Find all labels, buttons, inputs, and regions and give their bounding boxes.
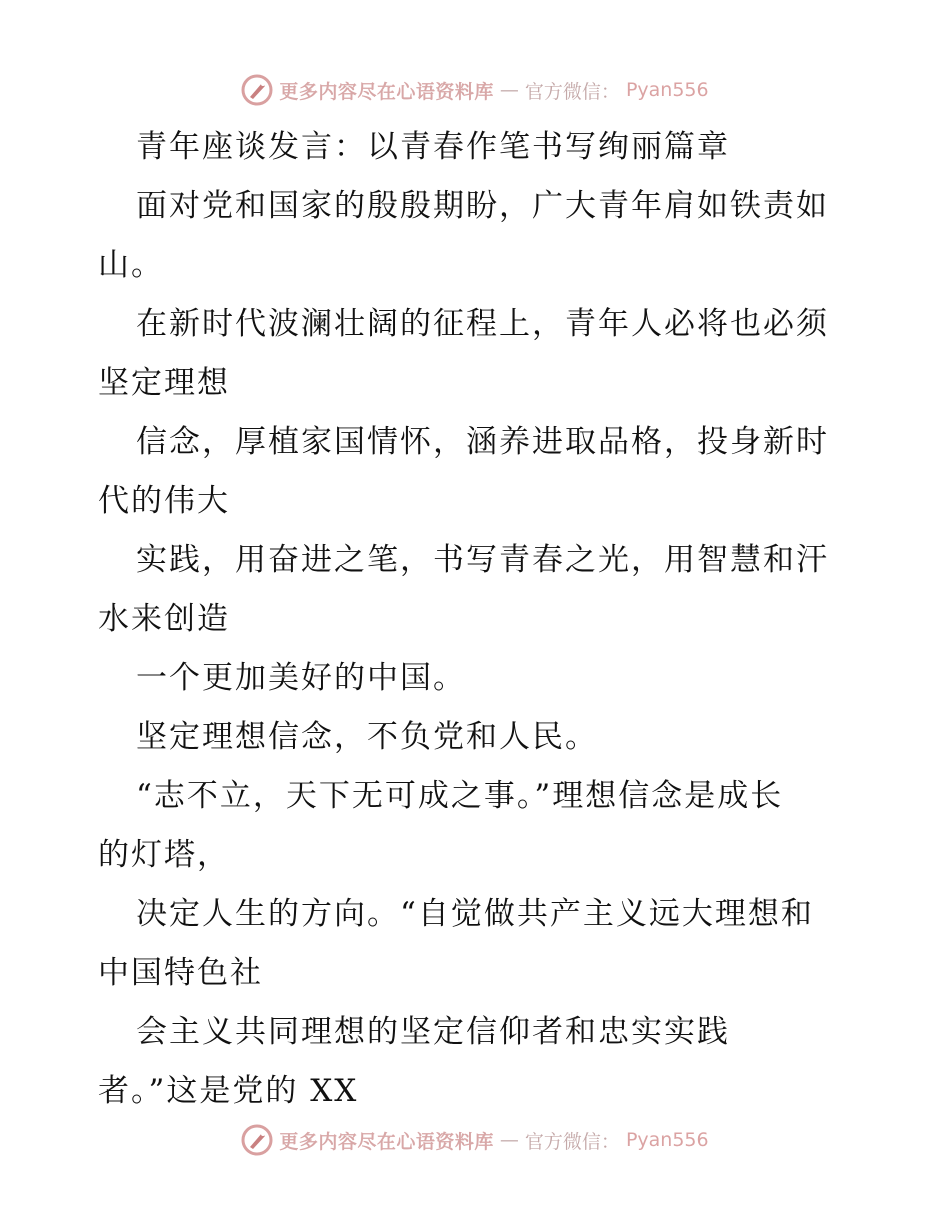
header-watermark: [0, 70, 950, 110]
body-line: 决定人生的方向。“自觉做共产主义远大理想和: [136, 896, 814, 932]
document-body: [98, 118, 858, 1121]
body-line: “志不立，天下无可成之事。”理想信念是成长: [136, 778, 784, 814]
watermark-separator: —: [499, 1129, 519, 1151]
pen-logo-icon: [241, 1124, 273, 1156]
pen-logo-icon: [241, 74, 273, 106]
body-line: 会主义共同理想的坚定信仰者和忠实实践: [136, 1014, 730, 1050]
body-line: 中国特色社: [98, 955, 263, 991]
body-line: 山。: [98, 247, 164, 283]
watermark-separator: —: [499, 79, 519, 101]
body-line: 的灯塔，: [98, 837, 230, 873]
body-line: 水来创造: [98, 601, 230, 637]
body-line: 者。”这是党的 XX: [98, 1073, 359, 1109]
watermark-main-text: 更多内容尽在心语资料库: [279, 80, 494, 103]
body-line: 代的伟大: [98, 483, 230, 519]
body-line: 面对党和国家的殷殷期盼，广大青年肩如铁责如: [136, 188, 829, 224]
body-line: 一个更加美好的中国。: [136, 660, 466, 696]
watermark-label: 官方微信：: [524, 80, 620, 103]
body-line: 坚定理想信念，不负党和人民。: [136, 719, 598, 755]
body-line: 实践，用奋进之笔，书写青春之光，用智慧和汗: [136, 542, 829, 578]
footer-watermark: [0, 1120, 950, 1160]
body-line: 信念，厚植家国情怀，涵养进取品格，投身新时: [136, 424, 829, 460]
watermark-main-text: 更多内容尽在心语资料库: [279, 1130, 494, 1153]
watermark-wechat-id: Pyan556: [625, 1129, 709, 1151]
watermark-label: 官方微信：: [524, 1130, 620, 1153]
document-title: 青年座谈发言：以青春作笔书写绚丽篇章: [136, 129, 730, 165]
body-line: 坚定理想: [98, 365, 230, 401]
body-line: 在新时代波澜壮阔的征程上，青年人必将也必须: [136, 306, 829, 342]
watermark-wechat-id: Pyan556: [625, 79, 709, 101]
